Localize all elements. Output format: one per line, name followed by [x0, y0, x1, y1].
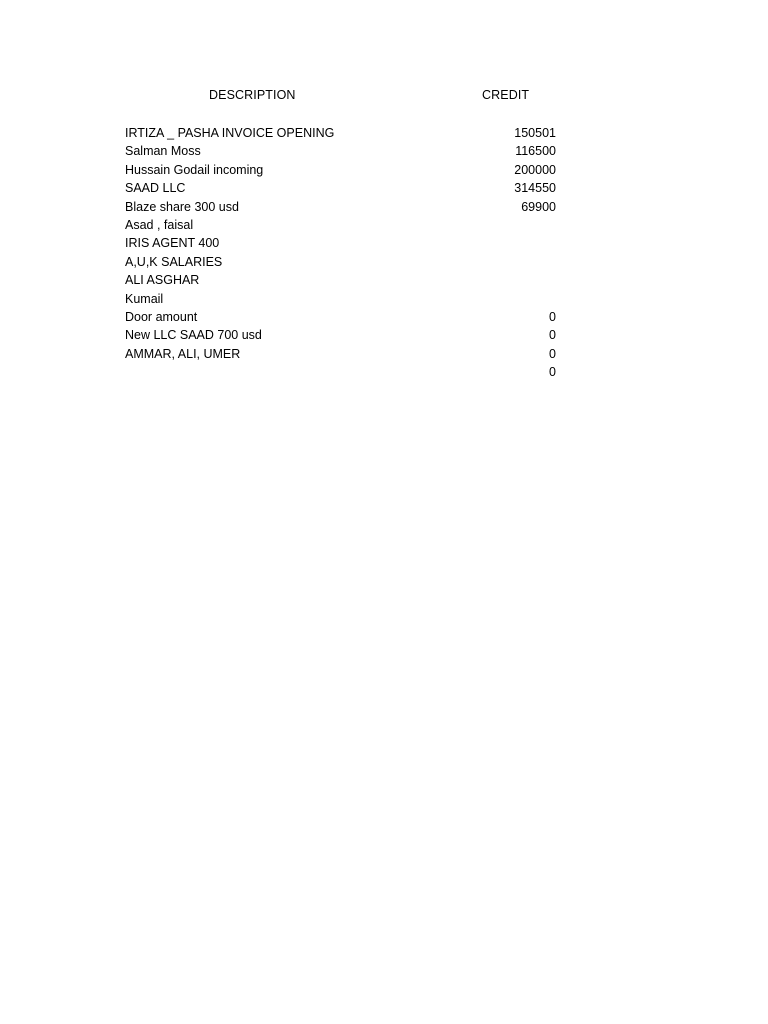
table-row [0, 290, 768, 308]
table-row [0, 179, 768, 197]
column-header-description: DESCRIPTION [209, 88, 296, 102]
description-cell: Kumail [125, 291, 164, 306]
table-row [0, 363, 768, 381]
description-cell: New LLC SAAD 700 usd [125, 328, 262, 343]
table-row [0, 216, 768, 234]
description-cell: SAAD LLC [125, 181, 186, 196]
table-row [0, 234, 768, 252]
column-header-credit: CREDIT [482, 88, 530, 102]
table-row [0, 161, 768, 179]
description-cell: Hussain Godail incoming [125, 162, 264, 177]
credit-cell: 200000 [514, 162, 556, 177]
description-cell: ALI ASGHAR [125, 273, 200, 288]
credit-cell: 69900 [521, 199, 556, 214]
table-row [0, 142, 768, 160]
table-row [0, 198, 768, 216]
credit-cell: 150501 [514, 126, 556, 140]
table-row [0, 271, 768, 289]
table-row [0, 326, 768, 344]
table-row [0, 253, 768, 271]
table-header [0, 88, 768, 106]
credit-cell: 0 [549, 346, 556, 361]
description-cell: A,U,K SALARIES [125, 254, 223, 269]
credit-cell: 116500 [515, 144, 556, 159]
credit-cell: 0 [549, 365, 556, 380]
description-cell: Asad , faisal [125, 217, 194, 232]
description-cell: Door amount [125, 309, 198, 324]
credit-cell: 0 [549, 328, 556, 343]
description-cell: Blaze share 300 usd [125, 199, 239, 214]
table-row [0, 345, 768, 363]
table-row [0, 124, 768, 142]
description-cell: IRIS AGENT 400 [125, 236, 220, 251]
table-row [0, 308, 768, 326]
table-body [0, 124, 768, 381]
credit-cell: 0 [549, 309, 556, 324]
description-cell: AMMAR, ALI, UMER [125, 346, 241, 361]
description-cell: Salman Moss [125, 144, 201, 159]
description-cell: IRTIZA _ PASHA INVOICE OPENING [125, 126, 335, 140]
credit-cell: 314550 [514, 181, 556, 196]
